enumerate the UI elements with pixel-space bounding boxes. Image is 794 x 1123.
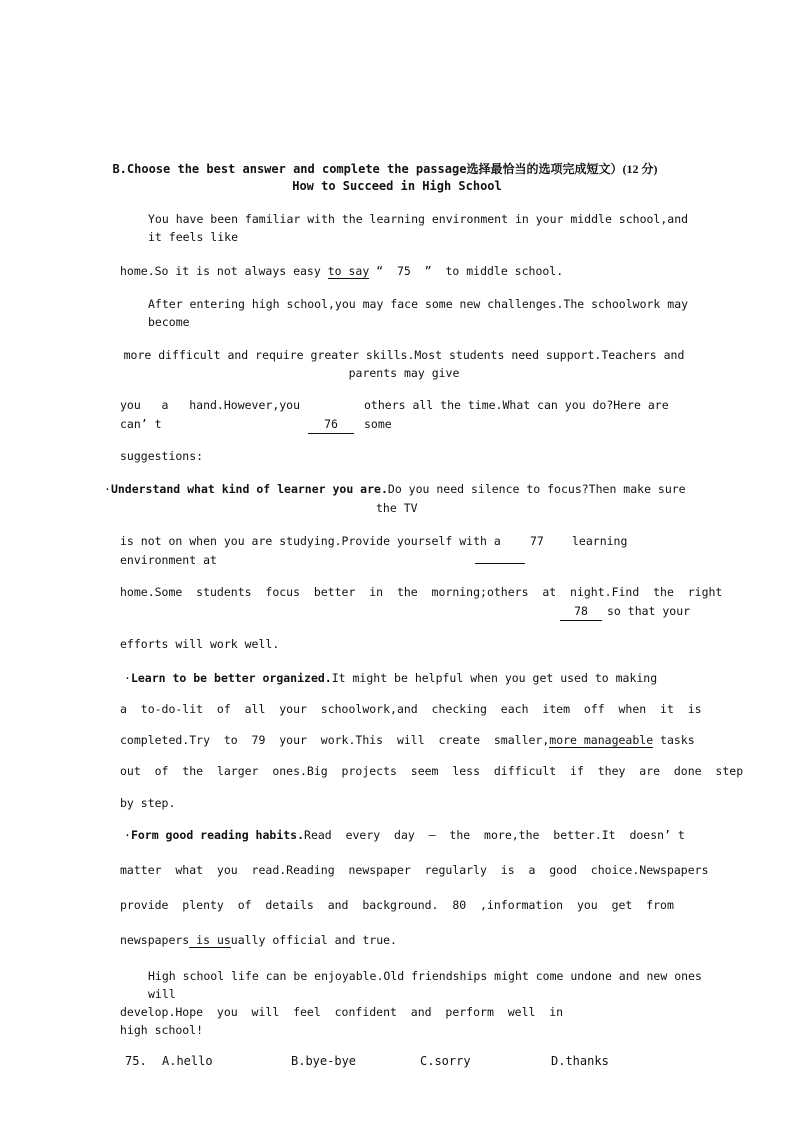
bullet-1-text: Do you need silence to focus?Then make sure [387, 482, 686, 496]
bullet-1-line-d: efforts will work well. [120, 637, 280, 651]
bullet-dot: · [124, 828, 131, 842]
section-heading-en: B.Choose the best answer and complete the passage [112, 162, 467, 176]
bullet-1-head: Understand what kind of learner you are. [110, 482, 388, 496]
p1-line-b [120, 262, 563, 280]
bullet-3-head: Form good reading habits. [130, 828, 305, 842]
bullet-2-line-c [120, 731, 695, 749]
bullet-2-head: Learn to be better organized. [130, 671, 332, 685]
bullet-1-line-b3: environment at [120, 553, 217, 567]
bullet-dot: · [124, 671, 131, 685]
bullet-3-text-d2: ually official and true. [230, 933, 397, 947]
option-b[interactable]: B.bye-bye [291, 1054, 357, 1068]
bullet-2-text-c2: tasks [653, 733, 695, 747]
bullet-3-line-c: provide plenty of details and background. 80 ,information you get from [120, 898, 674, 912]
bullet-2-line-e: by step. [120, 796, 176, 810]
p2-line-a: After entering high school,you may face some new challenges.The schoolwork may become [148, 297, 689, 329]
question-75-number: 75. [125, 1054, 147, 1068]
option-c[interactable]: C.sorry [420, 1054, 471, 1068]
p2-line-c3: can’ t [120, 417, 162, 431]
bullet-3-line-d [120, 931, 397, 949]
p1-underlined: to say [327, 264, 370, 278]
blank-75: 75 [396, 264, 411, 278]
bullet-3-line-b: matter what you read.Reading newspaper regularly is a good choice.Newspapers [120, 863, 709, 877]
section-heading [98, 142, 657, 178]
bullet-1 [104, 480, 686, 498]
bullet-3-text: Read every day – the more,the better.It doesn’ t [304, 828, 685, 842]
bullet-1-line-c1: home.Some students focus better in the morning;others at night.Find the right [120, 585, 723, 599]
bullet-2-line-d: out of the larger ones.Big projects seem less difficult if they are done step [120, 764, 744, 778]
p2-line-c1: you a hand.However,you [120, 398, 301, 412]
p3-line-a: High school life can be enjoyable.Old friendships might come undone and new ones will [148, 969, 702, 1001]
bullet-2 [124, 669, 657, 687]
blank-77-line [475, 563, 525, 564]
p1-line-a: You have been familiar with the learning environment in your middle school,and it feels like [148, 212, 689, 244]
bullet-1-line-a2: the TV [376, 501, 418, 515]
p2-line-d: suggestions: [120, 449, 204, 463]
blank-76-wrap [308, 415, 354, 434]
bullet-2-underlined: more manageable [549, 733, 654, 747]
bullet-dot: · [104, 482, 111, 496]
bullet-1-line-b2: learning [572, 534, 628, 548]
bullet-2-text: It might be helpful when you get used to making [331, 671, 658, 685]
blank-77-label: 77 [530, 534, 544, 548]
p2-line-c4: some [364, 417, 392, 431]
p1-quote-close: ” to middle school. [410, 264, 564, 278]
bullet-3-text-d: newspapers [120, 933, 190, 947]
bullet-2-line-b: a to-do-lit of all your schoolwork,and checking each item off when it is [120, 702, 702, 716]
bullet-3 [124, 826, 685, 844]
option-a[interactable]: A.hello [162, 1054, 213, 1068]
option-d[interactable]: D.thanks [551, 1054, 609, 1068]
bullet-1-line-c2: so that your [607, 604, 691, 618]
bullet-2-text-c: completed.Try to 79 your work.This will create smaller, [120, 733, 550, 747]
bullet-3-underlined: is us [189, 933, 231, 947]
p1-quote-open: “ [369, 264, 397, 278]
blank-78-wrap [560, 602, 602, 621]
p1-text: home.So it is not always easy [120, 264, 328, 278]
passage-title: How to Succeed in High School [292, 179, 502, 193]
blank-78: 78 [560, 602, 602, 621]
section-heading-cn: 选择最恰当的选项完成短文）(12 分) [466, 162, 658, 176]
blank-76: 76 [308, 415, 354, 434]
p3-line-c: high school! [120, 1023, 204, 1037]
p2-line-c2: others all the time.What can you do?Here are [364, 398, 669, 412]
bullet-1-line-b1: is not on when you are studying.Provide yourself with a [120, 534, 501, 548]
p2-line-b: more difficult and require greater skills.Most students need support.Teachers and parents may give [123, 348, 685, 380]
p3-line-b: develop.Hope you will feel confident and perform well in [120, 1005, 564, 1019]
